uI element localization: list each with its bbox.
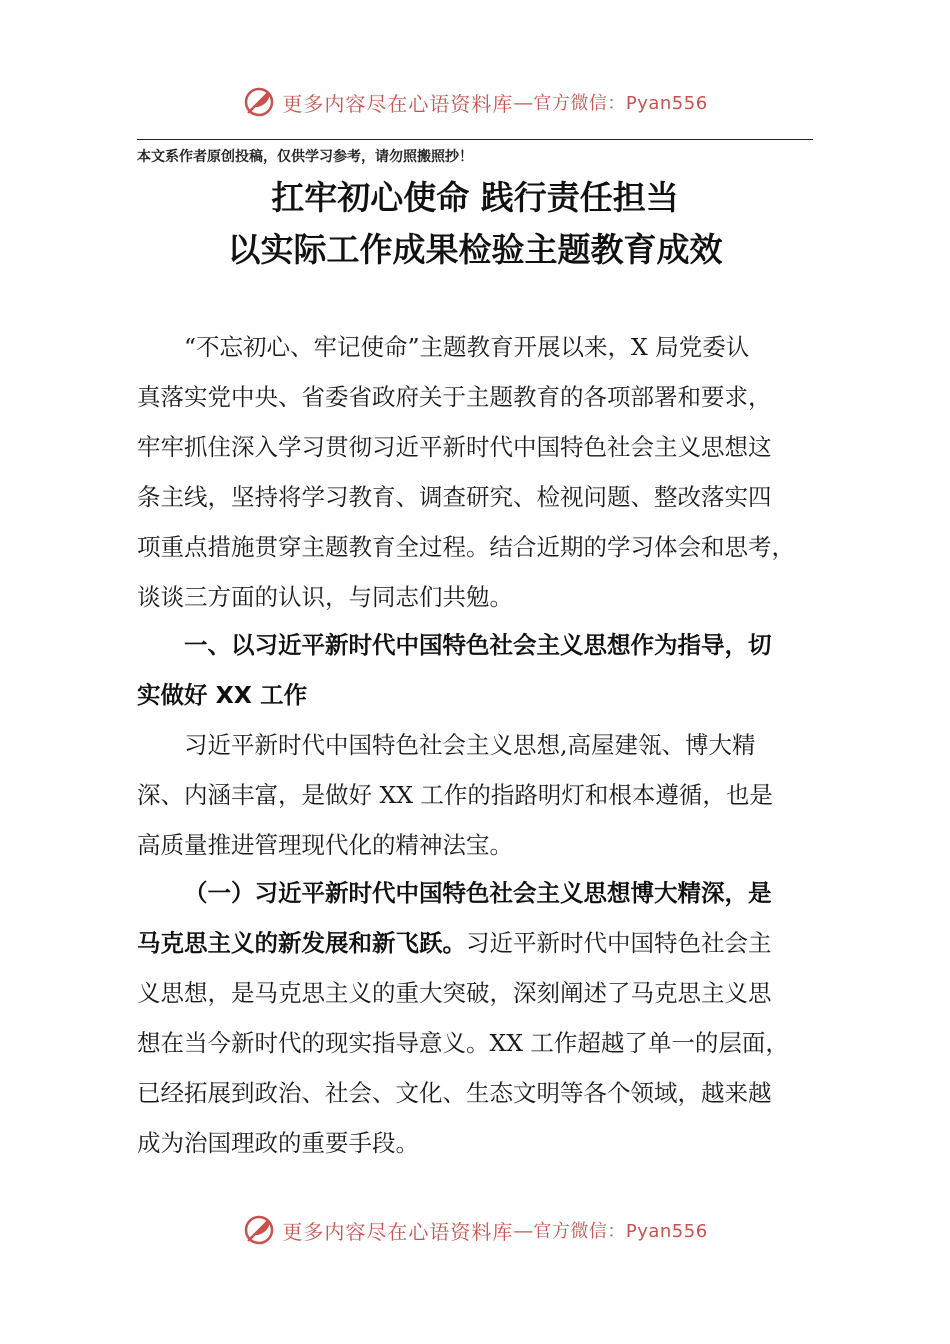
section-heading-1 <box>137 620 817 720</box>
document-title-line-2: 以实际工作成果检验主题教育成效 <box>227 230 723 269</box>
paragraph-line: 谈谈三方面的认识，与同志们共勉。 <box>137 583 513 611</box>
header-divider <box>137 139 813 140</box>
paragraph-line: 想在当今新时代的现实指导意义。XX 工作超越了单一的层面， <box>137 1029 789 1057</box>
subsection-1-paragraph <box>137 868 817 1168</box>
watermark-brand: 更多内容尽在心语资料库 <box>282 91 514 116</box>
watermark-dash: — <box>513 1218 534 1242</box>
paragraph-line: 项重点措施贯穿主题教育全过程。结合近期的学习体会和思考， <box>137 533 795 561</box>
section-1-paragraph <box>137 720 817 870</box>
quill-pen-icon <box>242 1213 276 1247</box>
paragraph-line <box>137 918 817 968</box>
paragraph-line: 条主线，坚持将学习教育、调查研究、检视问题、整改落实四 <box>137 483 772 511</box>
paragraph-line: 真落实党中央、省委省政府关于主题教育的各项部署和要求， <box>137 383 772 411</box>
paragraph-line: 习近平新时代中国特色社会主义思想,高屋建瓴、博大精 <box>184 731 756 759</box>
paragraph-line: “不忘初心、牢记使命”主题教育开展以来，X 局党委认 <box>184 333 750 361</box>
quill-pen-icon <box>242 85 276 119</box>
paragraph-line: 已经拓展到政治、社会、文化、生态文明等各个领域，越来越 <box>137 1079 772 1107</box>
intro-paragraph <box>137 322 817 622</box>
copyright-notice: 本文系作者原创投稿，仅供学习参考，请勿照搬照抄！ <box>137 149 473 165</box>
paragraph-line: 义思想，是马克思主义的重大突破，深刻阐述了马克思主义思 <box>137 979 772 1007</box>
paragraph-line: 高质量推进管理现代化的精神法宝。 <box>137 831 513 859</box>
subsection-heading-tail: 马克思主义的新发展和新飞跃。 <box>137 929 466 957</box>
paragraph-text: 习近平新时代中国特色社会主 <box>466 929 772 957</box>
watermark-contact: 官方微信：Pyan556 <box>533 1221 708 1242</box>
document-title-line-1: 扛牢初心使命 践行责任担当 <box>271 178 679 217</box>
paragraph-line: 牢牢抓住深入学习贯彻习近平新时代中国特色社会主义思想这 <box>137 433 772 461</box>
heading-line: 一、以习近平新时代中国特色社会主义思想作为指导，切 <box>184 631 772 659</box>
watermark-bottom <box>0 1210 950 1250</box>
paragraph-line: 深、内涵丰富，是做好 XX 工作的指路明灯和根本遵循，也是 <box>137 781 773 809</box>
watermark-top <box>0 82 950 122</box>
subsection-heading-line: （一）习近平新时代中国特色社会主义思想博大精深，是 <box>184 879 772 907</box>
watermark-dash: — <box>513 90 534 114</box>
paragraph-line: 成为治国理政的重要手段。 <box>137 1129 419 1157</box>
watermark-brand: 更多内容尽在心语资料库 <box>282 1219 514 1244</box>
heading-line: 实做好 XX 工作 <box>137 681 308 709</box>
watermark-contact: 官方微信：Pyan556 <box>533 93 708 114</box>
